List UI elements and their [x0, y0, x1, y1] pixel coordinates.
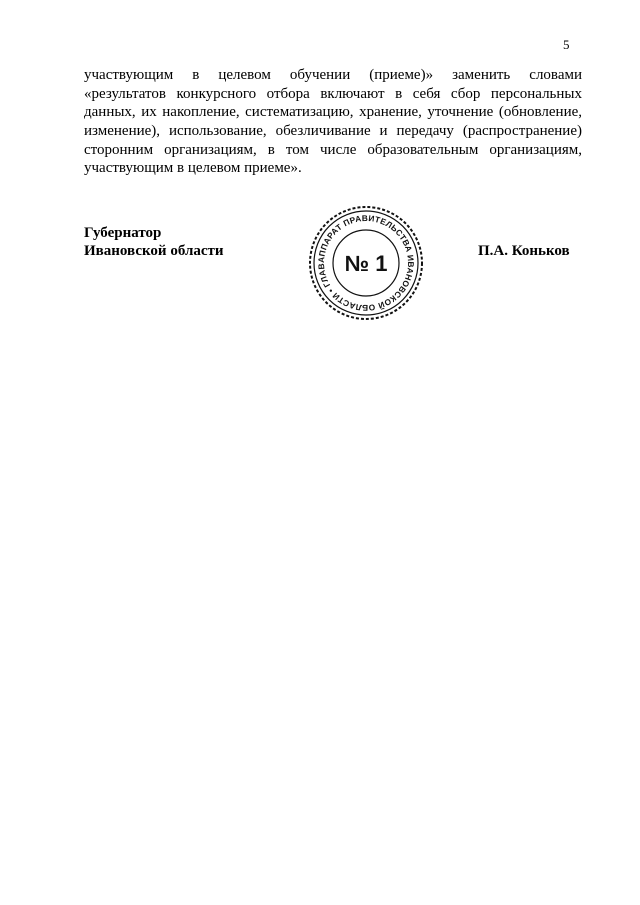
- signer-name: П.А. Коньков: [478, 243, 570, 259]
- official-seal-stamp: [308, 205, 424, 321]
- body-line-3: данных, их накопление, систематизацию, хранение, уточнение (обновление,: [84, 104, 582, 121]
- signature-position: [84, 224, 224, 260]
- body-line-5: сторонним организациям, в том числе образовательным организациям,: [84, 141, 582, 158]
- body-line-1: участвующим в целевом обучении (приеме)» заменить словами: [84, 67, 582, 83]
- body-paragraph: [84, 66, 582, 178]
- body-line-6: участвующим в целевом приеме».: [84, 160, 302, 177]
- page-number: 5: [563, 37, 570, 52]
- signature-position-line-2: Ивановской области: [84, 243, 224, 259]
- signature-position-line-1: Губернатор: [84, 225, 162, 241]
- svg-text:№ 1: № 1: [344, 251, 388, 276]
- seal-graphic: [308, 205, 424, 321]
- svg-text:АППАРАТ ПРАВИТЕЛЬСТВА ИВАНОВСК: АППАРАТ ПРАВИТЕЛЬСТВА ИВАНОВСКОЙ ОБЛАСТИ • ГЛАВ: [315, 212, 417, 314]
- body-line-2: «результатов конкурсного отбора включают в себя сбор персональных: [84, 85, 582, 102]
- body-line-4: изменение), использование, обезличивание и передачу (распространение): [84, 123, 582, 140]
